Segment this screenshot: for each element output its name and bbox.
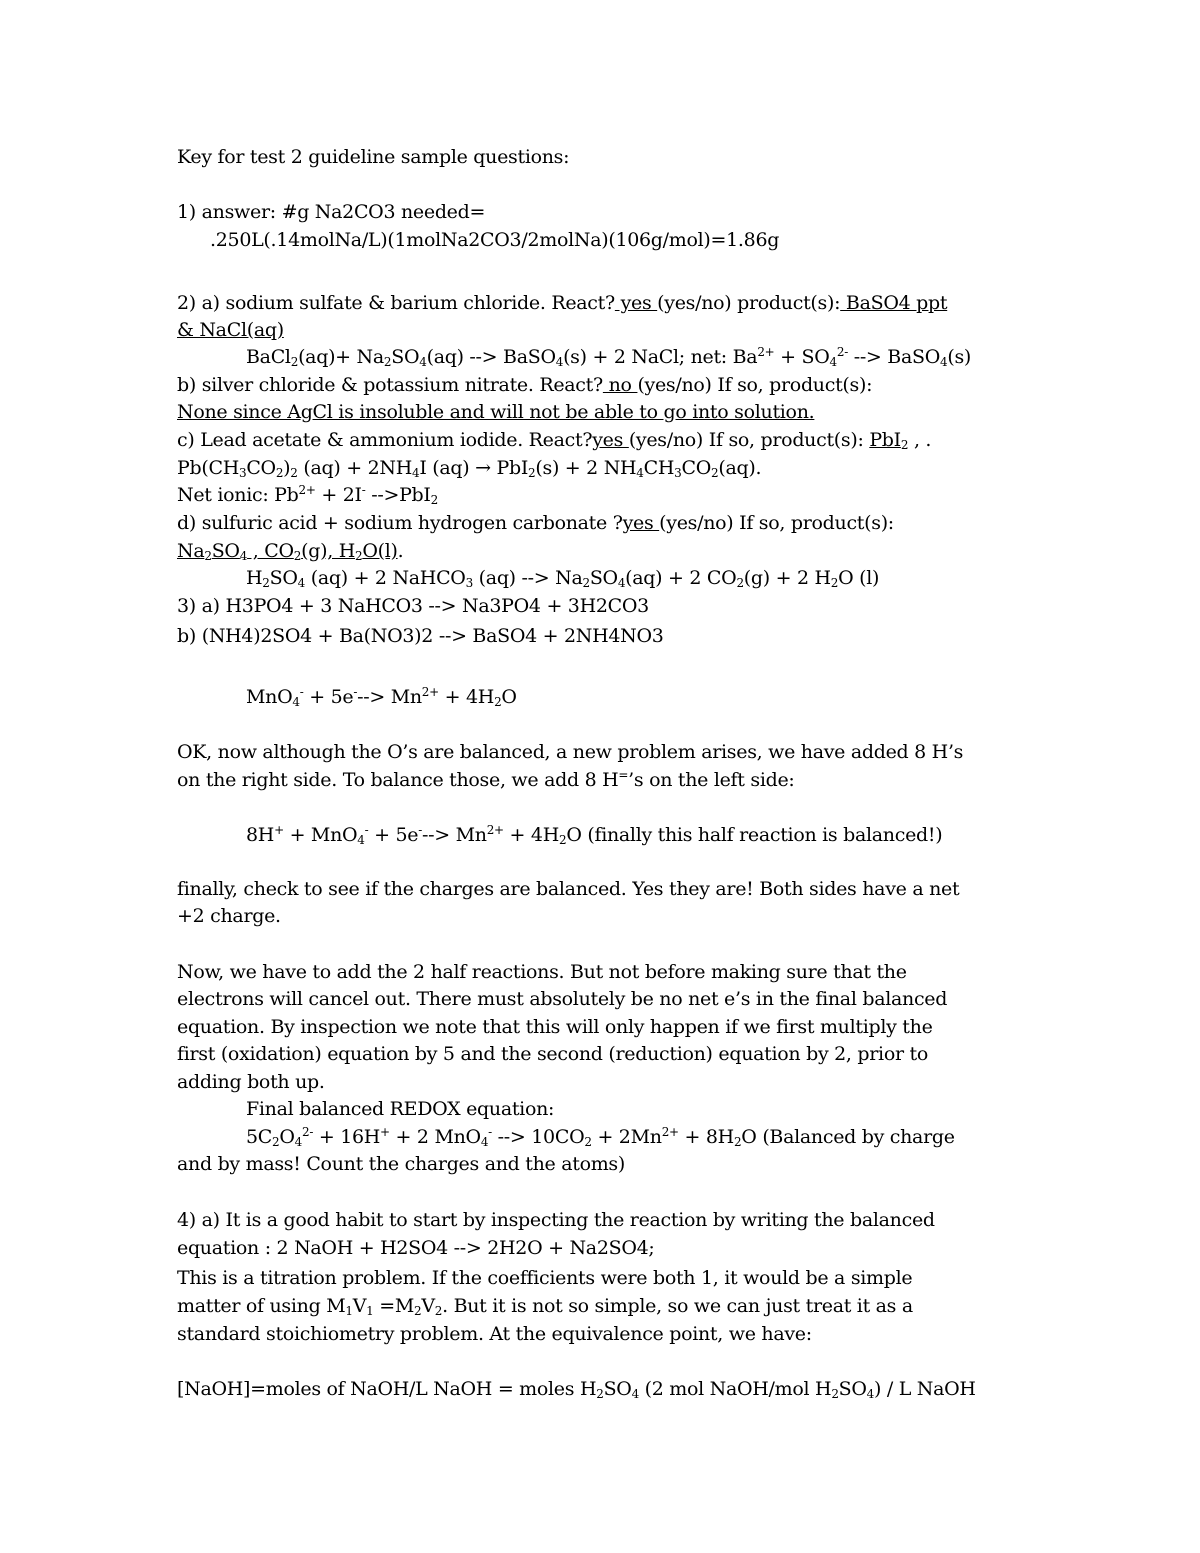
q2b-answer: None since AgCl is insoluble and will not be able to go into solution. [177,401,815,423]
para3-line4: first (oxidation) equation by 5 and the second (reduction) equation by 2, prior to [177,1043,928,1065]
half-reaction-1: $MnO_4^- + 5e^---> Mn^{2+} + 4H_2O$ [246,685,517,709]
final-equation-label: Final balanced REDOX equation: [246,1098,555,1120]
q2a-products-cont: & NaCl(aq) [177,319,284,341]
para3-line1: Now, we have to add the 2 half reactions. But not before making sure that the [177,961,907,983]
q2d-products: $Na_2SO_4$ , $CO_2(g)$, $H_2O(l)$. [177,540,404,563]
half-reaction-2: $8H^+ + MnO_4^- + 5e^---> Mn^{2+} + 4H_2O$ (finally this half reaction is balanced!) [246,823,943,847]
para3-line5: adding both up. [177,1071,325,1093]
final-equation-note: and by mass! Count the charges and the atoms) [177,1153,625,1175]
q3b-line: b) (NH4)2SO4 + Ba(NO3)2 --> BaSO4 + 2NH4NO3 [177,625,664,647]
q3a-line: 3) a) H3PO4 + 3 NaHCO3 --> Na3PO4 + 3H2CO3 [177,595,649,617]
q2c-line: c) Lead acetate & ammonium iodide. React?yes (yes/no) If so, product(s): PbI$_2$ , . [177,429,932,452]
q4-line2: equation : 2 NaOH + H2SO4 --> 2H2O + Na2SO4; [177,1237,655,1259]
q1-line2: .250L(.14molNa/L)(1molNa2CO3/2molNa)(106g/mol)=1.86g [210,229,780,251]
para3-line2: electrons will cancel out. There must absolutely be no net e’s in the final balanced [177,988,948,1010]
q1-line1: 1) answer: #g Na2CO3 needed= [177,201,486,223]
para1-line1: OK, now although the O’s are balanced, a new problem arises, we have added 8 H’s [177,741,964,763]
page-title: Key for test 2 guideline sample questions: [177,146,570,168]
q2d-equation: $H_2SO_4$ (aq) + 2 NaHCO$_3$ (aq) --> $Na_2SO_4(aq) + 2$ $CO_2(g) + 2$ $H_2O$ (l) [246,567,880,590]
final-equation: $5C_2O_4^{2-} + 16H^+ + 2$ MnO$_4$- --> $10CO_2 + 2Mn^{2+} + 8H_2O$ (Balanced by charge [246,1125,955,1149]
q4-line3: This is a titration problem. If the coefficients were both 1, it would be a simple [177,1267,913,1289]
q2a-equation: BaCl$_2$(aq)+ $Na_2SO_4(aq)$ --> BaSO$_4$(s) + 2 NaCl; net: $Ba^{2+} + SO_4^{2-}$ --> BaSO$_4$(s) [246,345,972,369]
q2c-net-ionic: Net ionic: $Pb^{2+} + 2I^-$ -->PbI$_2$ [177,483,438,507]
q2c-equation: $Pb(CH_3CO_2)_2$ $(aq) + 2NH_4I$ (aq) → PbI$_2$(s) + 2 $NH_4CH_3CO_2(aq)$. [177,457,762,480]
q2b-line: b) silver chloride & potassium nitrate. React? no (yes/no) If so, product(s): [177,374,873,396]
q2a-line: 2) a) sodium sulfate & barium chloride. React? yes (yes/no) product(s): BaSO4 ppt [177,292,948,314]
q4-line6: [NaOH]=moles of NaOH/L NaOH = moles $H_2SO_4$ (2 mol NaOH/mol $H_2SO_4$) / L NaOH [177,1378,976,1401]
q4-line1: 4) a) It is a good habit to start by inspecting the reaction by writing the balanced [177,1209,935,1231]
q2d-line: d) sulfuric acid + sodium hydrogen carbonate ?yes (yes/no) If so, product(s): [177,512,894,534]
q4-line5: standard stoichiometry problem. At the equivalence point, we have: [177,1323,812,1345]
q4-line4: matter of using $M_1V_1 =M_2V_2$. But it is not so simple, so we can just treat it as a [177,1295,913,1318]
para3-line3: equation. By inspection we note that this will only happen if we first multiply the [177,1016,933,1038]
para2-line2: +2 charge. [177,905,281,927]
para1-line2: on the right side. To balance those, we add 8 H=’s on the left side: [177,768,795,791]
para2-line1: finally, check to see if the charges are balanced. Yes they are! Both sides have a net [177,878,960,900]
